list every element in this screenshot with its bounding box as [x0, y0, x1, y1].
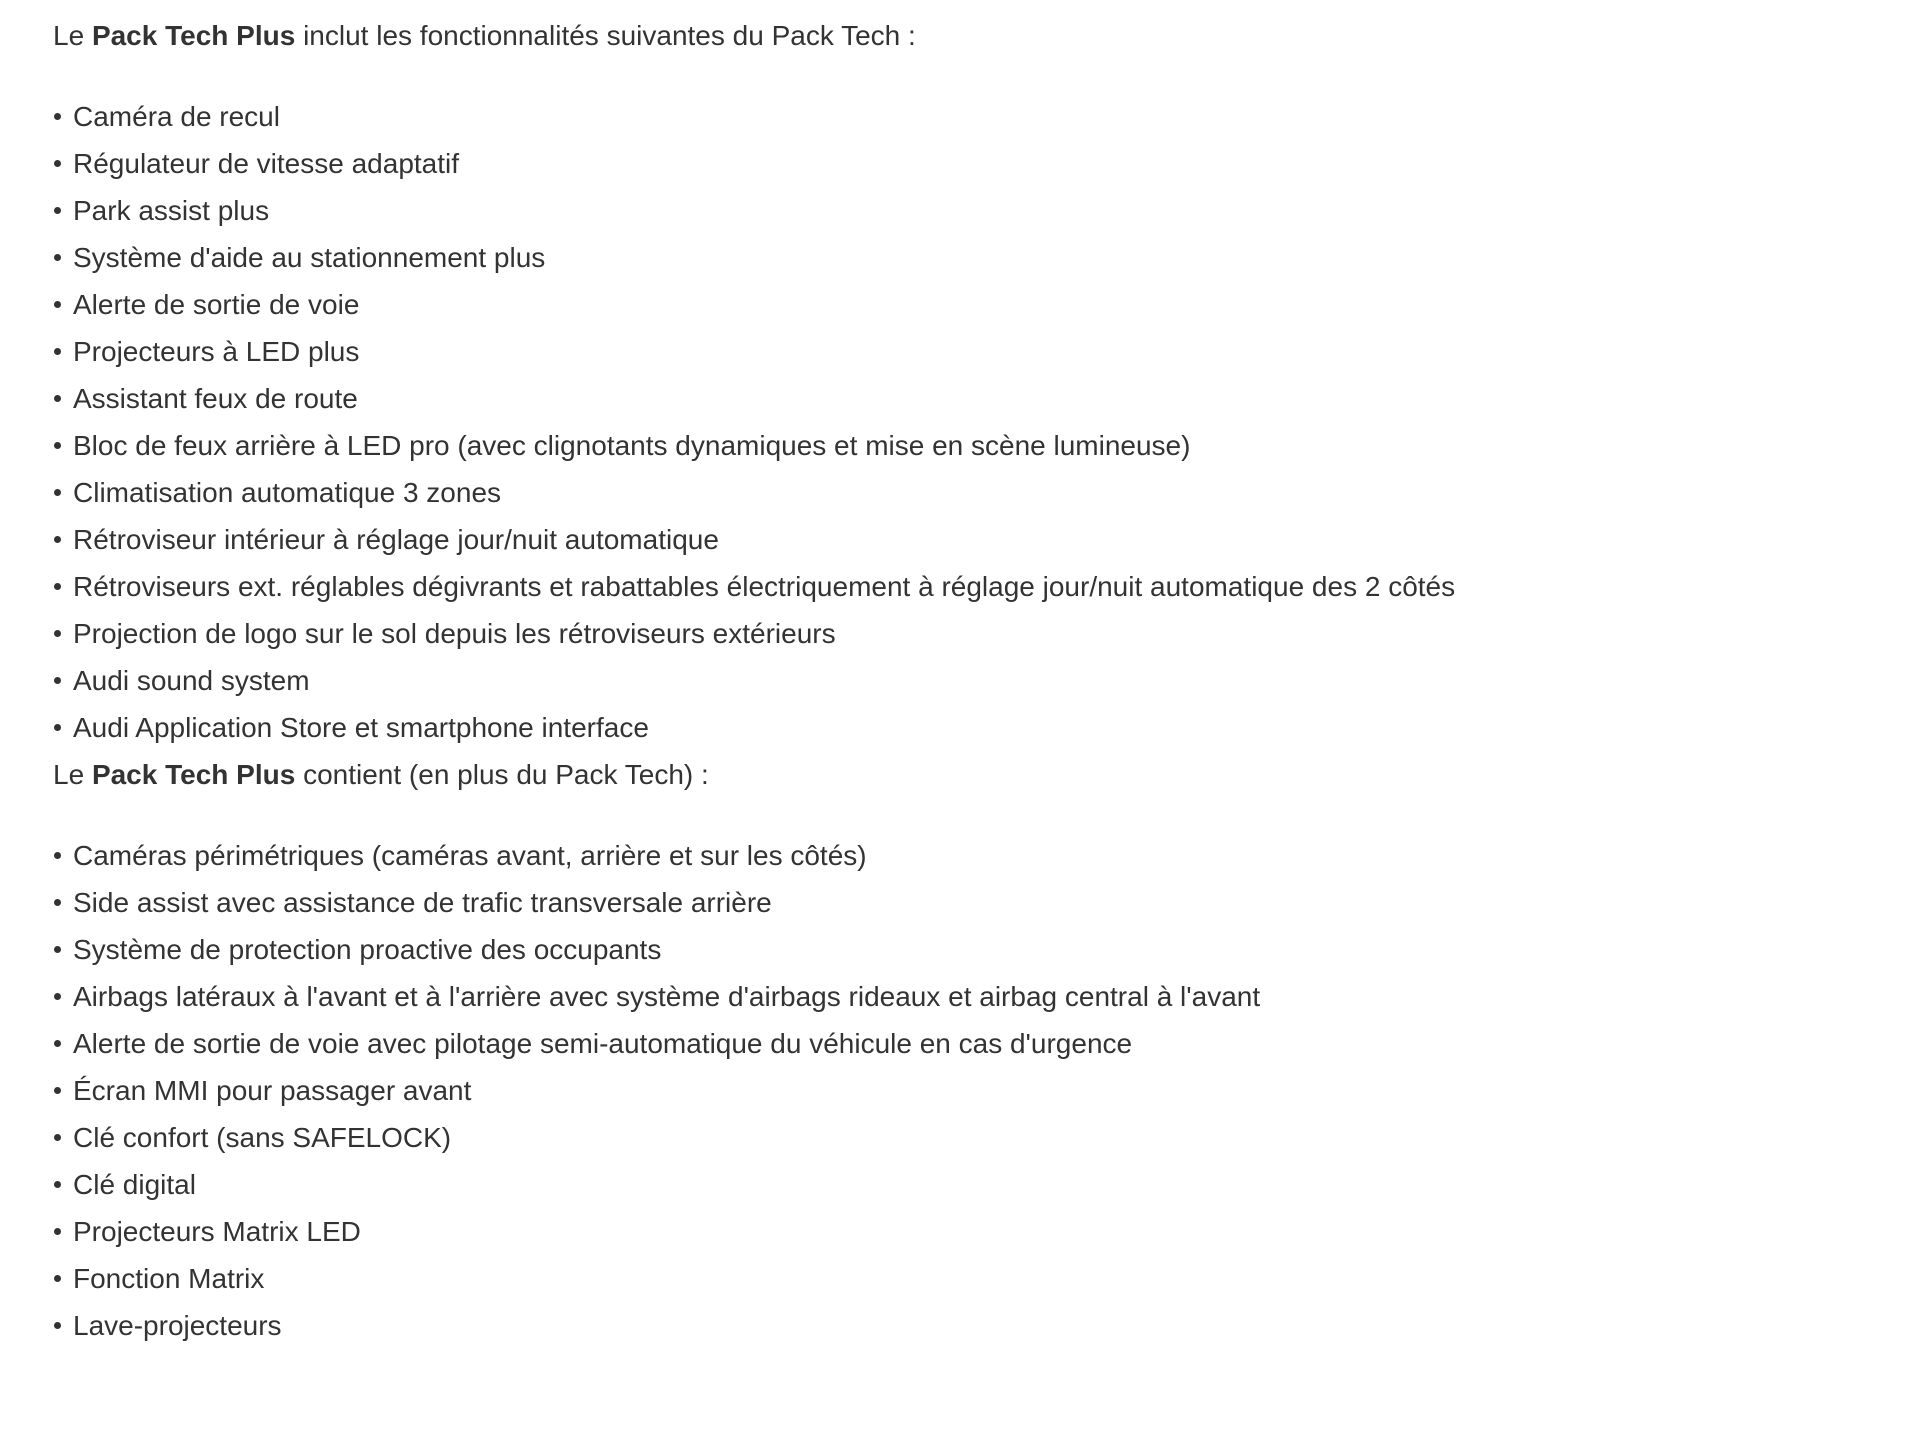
intro-paragraph-pack-tech: [53, 12, 1860, 59]
bullet-icon: [54, 1040, 61, 1047]
pack-tech-feature-list: [53, 93, 1860, 751]
list-item-label: Side assist avec assistance de trafic transversale arrière: [73, 887, 772, 918]
list-item-label: Rétroviseur intérieur à réglage jour/nuit automatique: [73, 524, 719, 555]
list-item-label: Lave-projecteurs: [73, 1310, 282, 1341]
list-item-label: Audi Application Store et smartphone interface: [73, 712, 649, 743]
list-item-label: Régulateur de vitesse adaptatif: [73, 148, 460, 179]
list-item-label: Clé confort (sans SAFELOCK): [73, 1122, 452, 1153]
intro-prefix: Le: [53, 20, 92, 51]
bullet-icon: [54, 301, 61, 308]
list-item-label: Alerte de sortie de voie avec pilotage semi-automatique du véhicule en cas d'urgence: [73, 1028, 1133, 1059]
list-item: [53, 187, 1860, 234]
list-item: [53, 140, 1860, 187]
list-item-label: Écran MMI pour passager avant: [73, 1075, 472, 1106]
bullet-icon: [54, 395, 61, 402]
bullet-icon: [54, 677, 61, 684]
list-item-label: Bloc de feux arrière à LED pro (avec clignotants dynamiques et mise en scène lumineuse): [73, 430, 1191, 461]
list-item: [53, 610, 1860, 657]
list-item: [53, 563, 1860, 610]
list-item-label: Assistant feux de route: [73, 383, 358, 414]
intro-prefix: Le: [53, 759, 92, 790]
bullet-icon: [54, 630, 61, 637]
list-item-label: Caméra de recul: [73, 101, 280, 132]
bullet-icon: [54, 254, 61, 261]
list-item: [53, 375, 1860, 422]
list-item-label: Projection de logo sur le sol depuis les rétroviseurs extérieurs: [73, 618, 836, 649]
bullet-icon: [54, 1322, 61, 1329]
list-item: [53, 1208, 1860, 1255]
bullet-icon: [54, 160, 61, 167]
bullet-icon: [54, 946, 61, 953]
list-item: [53, 234, 1860, 281]
list-item-label: Projecteurs Matrix LED: [73, 1216, 361, 1247]
list-item: [53, 1020, 1860, 1067]
list-item-label: Climatisation automatique 3 zones: [73, 477, 502, 508]
list-item: [53, 1067, 1860, 1114]
bullet-icon: [54, 113, 61, 120]
pack-tech-plus-feature-list: [53, 832, 1860, 1349]
list-item: [53, 832, 1860, 879]
list-item: [53, 281, 1860, 328]
intro-suffix: inclut les fonctionnalités suivantes du Pack Tech :: [295, 20, 916, 51]
list-item: [53, 879, 1860, 926]
list-item: [53, 704, 1860, 751]
bullet-icon: [54, 1087, 61, 1094]
list-item-label: Alerte de sortie de voie: [73, 289, 360, 320]
bullet-icon: [54, 536, 61, 543]
pack-name-bold: Pack Tech Plus: [91, 759, 296, 790]
intro-suffix: contient (en plus du Pack Tech) :: [295, 759, 709, 790]
bullet-icon: [54, 489, 61, 496]
list-item: [53, 516, 1860, 563]
list-item-label: Park assist plus: [73, 195, 270, 226]
list-item: [53, 328, 1860, 375]
bullet-icon: [54, 724, 61, 731]
list-item: [53, 1255, 1860, 1302]
list-item: [53, 1114, 1860, 1161]
list-item: [53, 657, 1860, 704]
list-item-label: Clé digital: [73, 1169, 196, 1200]
bullet-icon: [54, 348, 61, 355]
list-item: [53, 422, 1860, 469]
list-item-label: Système de protection proactive des occupants: [73, 934, 662, 965]
pack-name-bold: Pack Tech Plus: [91, 20, 296, 51]
list-item-label: Système d'aide au stationnement plus: [73, 242, 546, 273]
bullet-icon: [54, 207, 61, 214]
list-item-label: Audi sound system: [73, 665, 310, 696]
bullet-icon: [54, 1275, 61, 1282]
bullet-icon: [54, 1134, 61, 1141]
bullet-icon: [54, 852, 61, 859]
bullet-icon: [54, 583, 61, 590]
list-item: [53, 926, 1860, 973]
list-item: [53, 469, 1860, 516]
list-item: [53, 1161, 1860, 1208]
bullet-icon: [54, 899, 61, 906]
list-item-label: Airbags latéraux à l'avant et à l'arrière avec système d'airbags rideaux et airbag central à l'avant: [73, 981, 1261, 1012]
intro-paragraph-pack-tech-plus: [53, 751, 1860, 798]
list-item: [53, 93, 1860, 140]
list-item-label: Rétroviseurs ext. réglables dégivrants et rabattables électriquement à réglage jour/nuit automatique des 2 côtés: [73, 571, 1456, 602]
bullet-icon: [54, 1228, 61, 1235]
list-item-label: Caméras périmétriques (caméras avant, arrière et sur les côtés): [73, 840, 867, 871]
bullet-icon: [54, 993, 61, 1000]
list-item: [53, 973, 1860, 1020]
bullet-icon: [54, 442, 61, 449]
bullet-icon: [54, 1181, 61, 1188]
list-item-label: Fonction Matrix: [73, 1263, 265, 1294]
list-item-label: Projecteurs à LED plus: [73, 336, 360, 367]
list-item: [53, 1302, 1860, 1349]
